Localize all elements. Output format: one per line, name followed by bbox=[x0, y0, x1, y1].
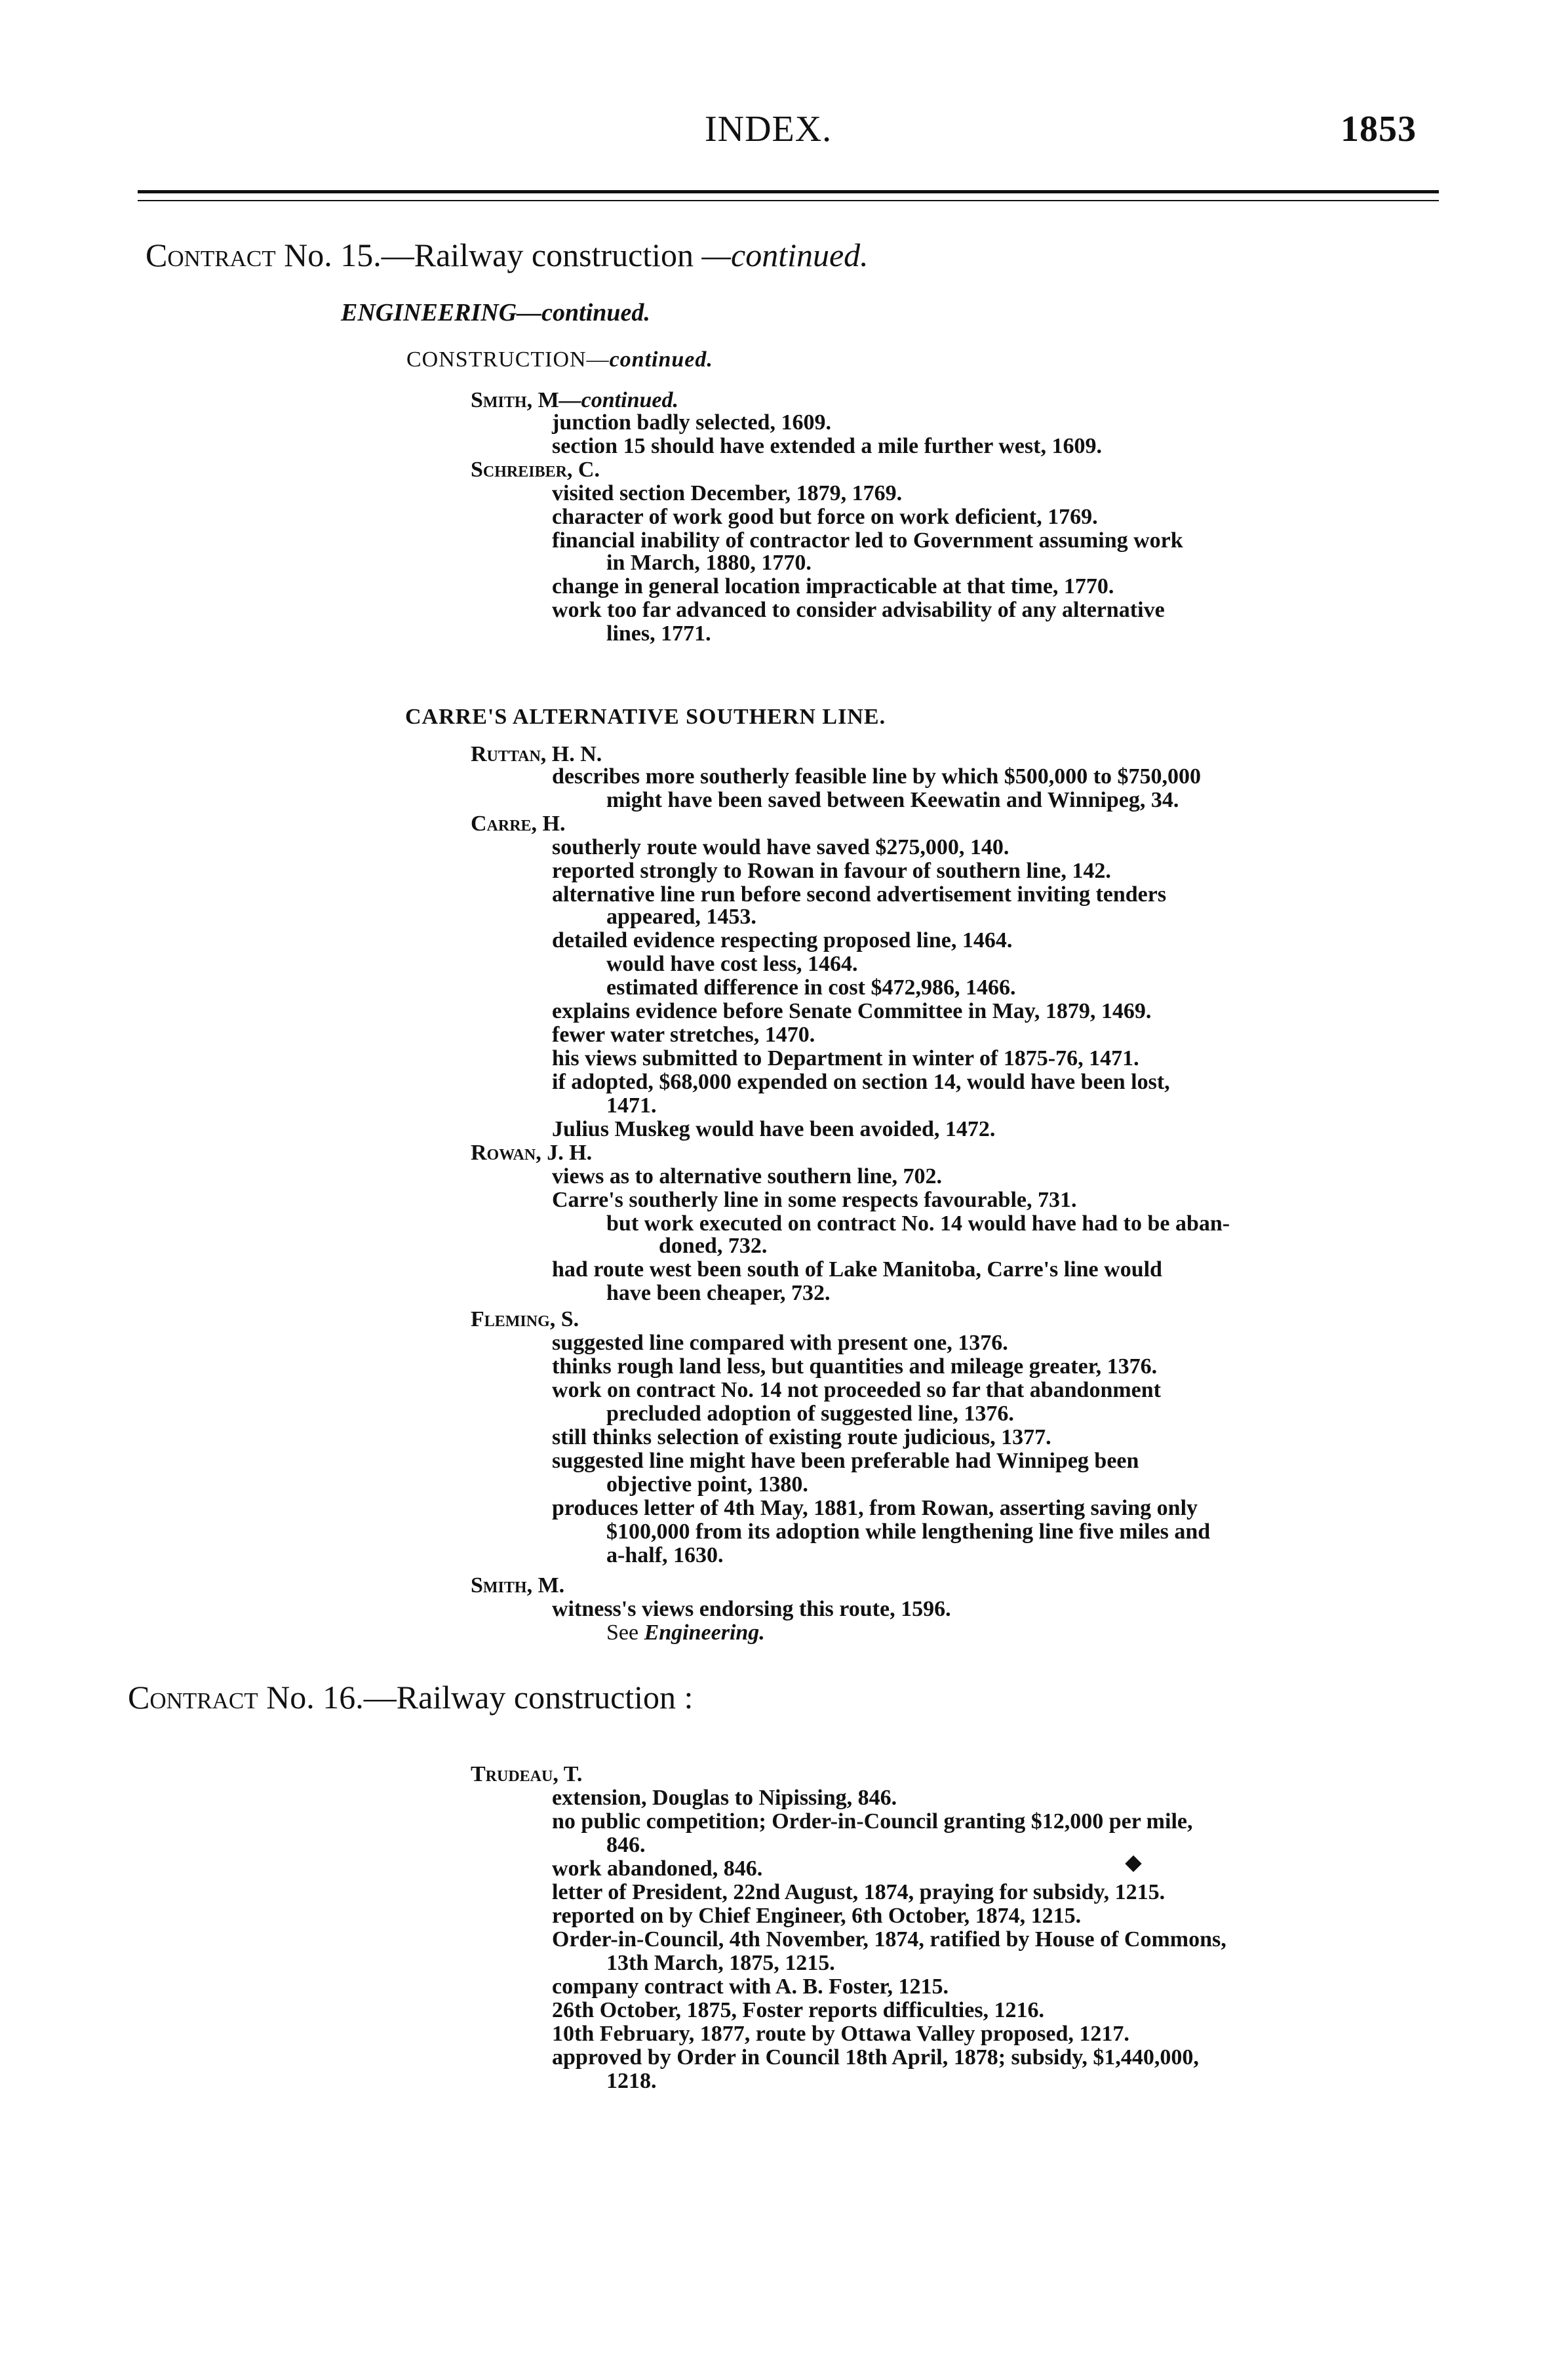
contract-heading-text: No. 15.—Railway construction bbox=[284, 237, 694, 273]
index-entry: had route west been south of Lake Manitoba, Carre's line would bbox=[552, 1257, 1162, 1282]
witness-name: Trudeau, T. bbox=[471, 1762, 583, 1786]
index-entry-continuation: have been cheaper, 732. bbox=[606, 1281, 831, 1305]
index-entry: still thinks selection of existing route judicious, 1377. bbox=[552, 1425, 1051, 1449]
index-entry: work too far advanced to consider advisability of any alternative bbox=[552, 598, 1165, 622]
contract-15-heading bbox=[146, 236, 869, 274]
index-entry: southerly route would have saved $275,000, 140. bbox=[552, 835, 1009, 859]
index-entry: detailed evidence respecting proposed line, 1464. bbox=[552, 928, 1013, 952]
witness-name-text: Smith, M bbox=[471, 388, 559, 412]
carre-subheading: CARRE'S ALTERNATIVE SOUTHERN LINE. bbox=[405, 705, 886, 729]
index-entry-continuation: 846. bbox=[606, 1833, 646, 1857]
construction-label: CONSTRUCTION— bbox=[406, 347, 610, 372]
index-entry: 10th February, 1877, route by Ottawa Valley proposed, 1217. bbox=[552, 2022, 1129, 2046]
index-entry: extension, Douglas to Nipissing, 846. bbox=[552, 1786, 897, 1810]
index-entry: alternative line run before second advertisement inviting tenders bbox=[552, 882, 1167, 907]
index-entry-continuation: lines, 1771. bbox=[606, 621, 711, 646]
index-entry: Carre's southerly line in some respects favourable, 731. bbox=[552, 1188, 1077, 1212]
witness-name: Rowan, J. H. bbox=[471, 1141, 593, 1165]
contract-heading-continued: —continued. bbox=[701, 237, 869, 273]
diamond-mark bbox=[1125, 1855, 1141, 1872]
index-entry: company contract with A. B. Foster, 1215. bbox=[552, 1974, 949, 1999]
index-entry: explains evidence before Senate Committee in May, 1879, 1469. bbox=[552, 999, 1152, 1023]
index-entry: work abandoned, 846. bbox=[552, 1856, 763, 1881]
index-entry: section 15 should have extended a mile further west, 1609. bbox=[552, 434, 1102, 458]
index-entry-continuation: 13th March, 1875, 1215. bbox=[606, 1951, 835, 1975]
index-entry: financial inability of contractor led to Government assuming work bbox=[552, 528, 1183, 553]
index-entry: visited section December, 1879, 1769. bbox=[552, 481, 903, 505]
witness-name: Smith, M. bbox=[471, 1573, 565, 1598]
index-entry: junction badly selected, 1609. bbox=[552, 410, 831, 435]
index-entry: suggested line might have been preferable had Winnipeg been bbox=[552, 1449, 1139, 1473]
construction-subheading bbox=[406, 347, 713, 372]
index-entry: character of work good but force on work deficient, 1769. bbox=[552, 505, 1098, 529]
index-entry: Order-in-Council, 4th November, 1874, ratified by House of Commons, bbox=[552, 1927, 1226, 1952]
witness-name: Carre, H. bbox=[471, 812, 566, 836]
index-entry-continuation: 1471. bbox=[606, 1093, 657, 1118]
page-number: 1853 bbox=[1341, 109, 1417, 149]
index-entry: views as to alternative southern line, 702. bbox=[552, 1164, 942, 1188]
index-entry: fewer water stretches, 1470. bbox=[552, 1023, 815, 1047]
contract-heading-text: No. 16.—Railway construction : bbox=[266, 1679, 694, 1716]
see-also-reference bbox=[606, 1620, 765, 1645]
index-entry: work on contract No. 14 not proceeded so far that abandonment bbox=[552, 1378, 1162, 1402]
index-entry-continuation: objective point, 1380. bbox=[606, 1472, 808, 1497]
index-entry: suggested line compared with present one, 1376. bbox=[552, 1331, 1008, 1355]
index-entry-sub: would have cost less, 1464. bbox=[606, 952, 858, 976]
witness-name bbox=[471, 388, 678, 413]
index-entry: reported on by Chief Engineer, 6th October, 1874, 1215. bbox=[552, 1904, 1082, 1928]
index-entry: Julius Muskeg would have been avoided, 1472. bbox=[552, 1117, 996, 1141]
witness-name: Fleming, S. bbox=[471, 1307, 579, 1331]
index-entry-continuation: appeared, 1453. bbox=[606, 905, 756, 929]
index-entry: his views submitted to Department in winter of 1875-76, 1471. bbox=[552, 1046, 1139, 1070]
index-entry: approved by Order in Council 18th April, 1878; subsidy, $1,440,000, bbox=[552, 2045, 1199, 2070]
index-entry-sub: estimated difference in cost $472,986, 1466. bbox=[606, 975, 1016, 1000]
index-entry: change in general location impracticable at that time, 1770. bbox=[552, 574, 1114, 599]
index-entry-continuation: 1218. bbox=[606, 2069, 657, 2093]
index-entry: 26th October, 1875, Foster reports difficulties, 1216. bbox=[552, 1998, 1045, 2022]
index-entry-continuation: precluded adoption of suggested line, 1376. bbox=[606, 1402, 1014, 1426]
witness-continued: —continued. bbox=[559, 388, 678, 412]
index-entry: describes more southerly feasible line by which $500,000 to $750,000 bbox=[552, 764, 1202, 789]
witness-name: Schreiber, C. bbox=[471, 458, 600, 482]
index-entry-continuation: might have been saved between Keewatin and Winnipeg, 34. bbox=[606, 788, 1179, 812]
index-entry: if adopted, $68,000 expended on section 14, would have been lost, bbox=[552, 1070, 1170, 1094]
index-entry: thinks rough land less, but quantities and mileage greater, 1376. bbox=[552, 1354, 1158, 1379]
header-rule-thick bbox=[138, 190, 1439, 193]
index-entry: witness's views endorsing this route, 1596. bbox=[552, 1597, 951, 1621]
contract-16-heading bbox=[128, 1678, 693, 1716]
index-entry: letter of President, 22nd August, 1874, praying for subsidy, 1215. bbox=[552, 1880, 1166, 1904]
index-entry-sub: but work executed on contract No. 14 would have had to be aban- bbox=[606, 1211, 1230, 1236]
contract-prefix: Contract bbox=[146, 237, 276, 273]
index-entry-continuation: $100,000 from its adoption while lengthening line five miles and bbox=[606, 1520, 1211, 1544]
index-entry: produces letter of 4th May, 1881, from Rowan, asserting saving only bbox=[552, 1496, 1198, 1520]
index-entry-continuation: a-half, 1630. bbox=[606, 1543, 724, 1567]
witness-name: Ruttan, H. N. bbox=[471, 742, 602, 766]
index-entry: reported strongly to Rowan in favour of southern line, 142. bbox=[552, 859, 1111, 883]
running-title: INDEX. bbox=[705, 109, 833, 149]
index-entry-continuation: in March, 1880, 1770. bbox=[606, 551, 812, 575]
index-entry-continuation: doned, 732. bbox=[659, 1234, 768, 1258]
construction-continued: continued. bbox=[609, 347, 713, 372]
see-target: Engineering. bbox=[644, 1620, 765, 1645]
index-entry: no public competition; Order-in-Council granting $12,000 per mile, bbox=[552, 1809, 1193, 1834]
engineering-subheading: ENGINEERING—continued. bbox=[341, 299, 650, 326]
see-label: See bbox=[606, 1620, 639, 1645]
header-rule-thin bbox=[138, 200, 1439, 201]
contract-prefix: Contract bbox=[128, 1679, 258, 1716]
